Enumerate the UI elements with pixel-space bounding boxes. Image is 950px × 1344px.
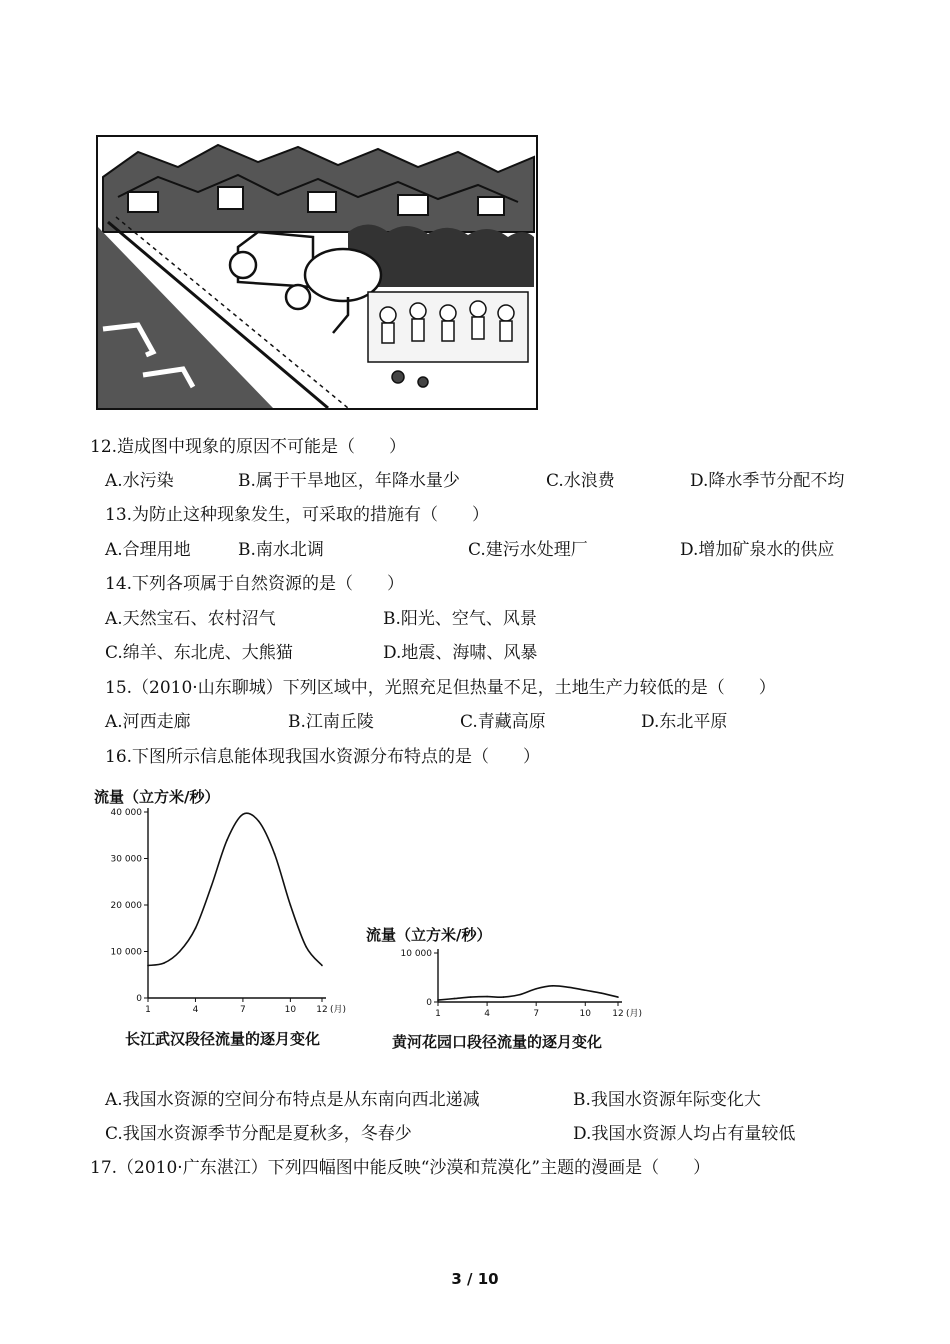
chart2-data-point-11	[601, 992, 603, 994]
yangtze-wuhan-flow-chart	[90, 800, 360, 1025]
q12-option-d: D.降水季节分配不均	[690, 471, 845, 491]
chart2-y-tick-label: 0	[426, 998, 432, 1008]
q12-option-b: B.属于干旱地区，年降水量少	[238, 471, 460, 491]
q15-option-c: C.青藏高原	[460, 712, 546, 732]
yellow-river-huayuankou-flow-chart	[380, 940, 650, 1025]
chart1-y-tick-label: 10 000	[110, 947, 142, 958]
question-12: 12.造成图中现象的原因不可能是（ ）	[90, 437, 407, 457]
chart1-x-tick-label: 7	[240, 1005, 246, 1015]
q14-option-b: B.阳光、空气、风景	[383, 609, 537, 629]
chart1-x-tick-label: 12	[316, 1005, 328, 1015]
chart1-data-point-8	[258, 821, 260, 823]
chart2-data-point-6	[519, 994, 521, 996]
chart1-data-point-2	[163, 962, 165, 964]
chart1-y-tick-label: 0	[136, 994, 142, 1004]
chart1-series-line	[148, 813, 322, 965]
q14-option-c: C.绵羊、东北虎、大熊猫	[105, 643, 293, 663]
chart2-data-point-12	[617, 996, 619, 998]
chart1-y-tick-label: 30 000	[110, 854, 142, 865]
q12-option-c: C.水浪费	[546, 471, 615, 491]
q13-option-b: B.南水北调	[238, 540, 324, 560]
q16-option-b: B.我国水资源年际变化大	[573, 1090, 761, 1110]
chart2-x-tick-label: 1	[435, 1009, 441, 1019]
chart1-data-point-7	[242, 814, 244, 816]
question-14: 14.下列各项属于自然资源的是（ ）	[105, 574, 405, 594]
chart2-title: 黄河花园口段径流量的逐月变化	[392, 1033, 603, 1051]
chart1-data-point-3	[179, 951, 181, 953]
q15-option-d: D.东北平原	[641, 712, 728, 732]
village-water-truck-illustration	[96, 135, 538, 410]
q16-option-c: C.我国水资源季节分配是夏秋多，冬春少	[105, 1124, 412, 1144]
chart1-data-point-9	[274, 853, 276, 855]
q16-option-a: A.我国水资源的空间分布特点是从东南向西北递减	[105, 1090, 480, 1110]
chart2-x-tick-label: 7	[533, 1009, 540, 1019]
chart2-data-point-7	[535, 988, 537, 990]
chart1-data-point-11	[305, 946, 307, 948]
chart2-data-point-8	[552, 985, 554, 987]
chart2-data-point-3	[470, 996, 472, 998]
village-street-water-truck-illustration-icon	[98, 137, 536, 408]
chart2-data-point-1	[437, 999, 439, 1001]
q15-option-a: A.河西走廊	[105, 712, 191, 732]
chart2-x-tick-label: 10	[579, 1009, 591, 1019]
chart1-x-tick-label: 4	[192, 1005, 199, 1015]
chart1-title: 长江武汉段径流量的逐月变化	[125, 1030, 321, 1048]
q14-option-d: D.地震、海啸、风暴	[383, 643, 538, 663]
chart2-data-point-2	[454, 998, 456, 1000]
chart1-y-tick-label: 20 000	[110, 901, 142, 911]
chart1-data-point-10	[290, 904, 292, 906]
chart2-data-point-5	[503, 996, 505, 998]
chart2-y-tick-label: 10 000	[400, 949, 432, 959]
chart1-data-point-5	[210, 886, 212, 888]
chart2-x-unit: (月)	[626, 1009, 643, 1019]
q15-option-b: B.江南丘陵	[288, 712, 374, 732]
chart1-x-tick-label: 10	[284, 1005, 297, 1015]
chart2-ylabel: 流量（立方米/秒）	[366, 926, 492, 944]
chart1-x-unit: (月)	[330, 1005, 347, 1015]
question-13: 13.为防止这种现象发生，可采取的措施有（ ）	[105, 505, 490, 525]
chart1-y-tick-label: 40 000	[110, 808, 142, 818]
chart1-data-point-1	[147, 965, 149, 967]
question-16: 16.下图所示信息能体现我国水资源分布特点的是（ ）	[105, 747, 541, 767]
chart2-x-tick-label: 12	[612, 1009, 624, 1019]
question-15: 15.（2010·山东聊城）下列区域中，光照充足但热量不足，土地生产力较低的是（ ）	[105, 678, 776, 698]
q14-option-a: A.天然宝石、农村沼气	[105, 609, 276, 629]
chart1-data-point-6	[226, 839, 228, 841]
question-17: 17.（2010·广东湛江）下列四幅图中能反映“沙漠和荒漠化”主题的漫画是（ ）	[90, 1158, 711, 1178]
q16-option-d: D.我国水资源人均占有量较低	[573, 1124, 796, 1144]
page-number: 3 / 10	[451, 1270, 499, 1288]
q12-option-a: A.水污染	[105, 471, 174, 491]
q13-option-d: D.增加矿泉水的供应	[680, 540, 835, 560]
q13-option-c: C.建污水处理厂	[468, 540, 588, 560]
chart2-data-point-10	[584, 989, 586, 991]
chart2-data-point-9	[568, 987, 570, 989]
chart1-data-point-4	[195, 927, 197, 929]
chart2-series-line	[438, 986, 618, 1000]
chart1-ylabel: 流量（立方米/秒）	[94, 788, 220, 806]
chart2-data-point-4	[486, 996, 488, 998]
chart1-data-point-12	[321, 965, 323, 967]
q13-option-a: A.合理用地	[105, 540, 191, 560]
chart1-x-tick-label: 1	[145, 1005, 151, 1015]
chart2-x-tick-label: 4	[484, 1009, 490, 1019]
